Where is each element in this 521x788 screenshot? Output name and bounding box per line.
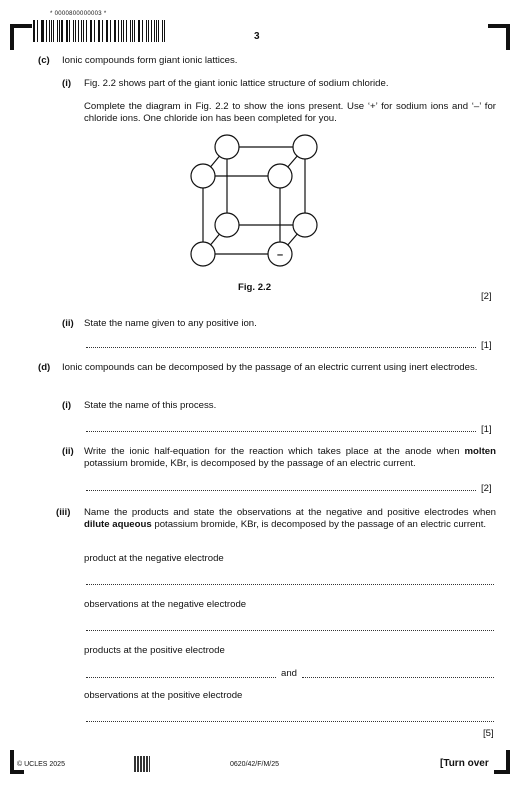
ion-circle-back-top-left [215, 135, 239, 159]
ion-circle-back-bottom-right [293, 213, 317, 237]
question-label-d-ii: (ii) [62, 446, 74, 457]
question-d-iii-bold: dilute aqueous [84, 519, 152, 530]
page-number: 3 [254, 31, 260, 42]
barcode [33, 20, 166, 42]
question-label-d-iii: (iii) [56, 507, 71, 518]
mark-d-i: [1] [481, 424, 492, 435]
question-c-ii-text: State the name given to any positive ion. [84, 318, 257, 329]
ion-circle-front-top-left [191, 164, 215, 188]
corner-mark-bottom-right [494, 750, 510, 774]
ionic-lattice-diagram [180, 128, 330, 274]
mark-d-ii: [2] [481, 483, 492, 494]
answer-line-observations-positive[interactable] [86, 721, 494, 722]
turn-over: [Turn over [440, 758, 489, 769]
prompt-observations-positive: observations at the positive electrode [84, 690, 243, 701]
answer-line-products-positive-2[interactable] [302, 677, 494, 678]
barcode-bar [107, 20, 108, 42]
question-d-i-text: State the name of this process. [84, 400, 217, 411]
barcode-bar [154, 20, 155, 42]
barcode-bar [83, 20, 84, 42]
ion-circle-back-top-right [293, 135, 317, 159]
question-label-d-i: (i) [62, 400, 72, 411]
question-label-c-i: (i) [62, 78, 72, 89]
question-d-iii-text-b: potassium bromide, KBr, is decomposed by the passage of an electric current. [151, 519, 487, 530]
corner-mark-top-left [10, 24, 32, 50]
answer-line-product-negative[interactable] [86, 584, 494, 585]
question-d-stem: Ionic compounds can be decomposed by the passage of an electric current using inert electrodes. [62, 362, 478, 373]
question-c-i-text2: Complete the diagram in Fig. 2.2 to show the ions present. Use ‘+’ for sodium ions and ‘–’ for chloride ions. One chloride ion has been completed for you. [84, 101, 496, 124]
question-d-ii-text-b: potassium bromide, KBr, is decomposed by the passage of an electric current. [84, 458, 416, 469]
answer-line-d-i[interactable] [86, 431, 476, 432]
corner-mark-top-right [488, 24, 510, 50]
barcode-bar [162, 20, 163, 42]
question-d-ii-text [84, 446, 496, 470]
figure-caption: Fig. 2.2 [238, 282, 272, 293]
question-d-iii-text-a: Name the products and state the observations at the negative and positive electrodes when [84, 507, 496, 518]
chloride-ion-label: – [276, 249, 284, 261]
barcode-bar [142, 20, 143, 42]
barcode-bar [94, 20, 95, 42]
barcode-bar [126, 20, 127, 42]
question-label-d: (d) [38, 362, 51, 373]
barcode-bar [34, 20, 35, 42]
question-c-stem: Ionic compounds form giant ionic lattices. [62, 55, 238, 66]
answer-line-products-positive-1[interactable] [86, 677, 276, 678]
prompt-products-positive: products at the positive electrode [84, 645, 225, 656]
barcode-id: * 0000800000003 * [50, 11, 107, 17]
mark-d-iii: [5] [483, 728, 494, 739]
barcode-bar [121, 20, 122, 42]
mark-c-i: [2] [481, 291, 492, 302]
barcode-bar [115, 20, 116, 42]
question-label-c-ii: (ii) [62, 318, 74, 329]
answer-line-observations-negative[interactable] [86, 630, 494, 631]
barcode-bar [134, 20, 135, 42]
answer-line-d-ii[interactable] [86, 490, 476, 491]
question-d-iii-text [84, 507, 496, 531]
barcode-bar [69, 20, 70, 42]
barcode-bar [49, 20, 50, 42]
question-d-ii-text-a: Write the ionic half-equation for the reaction which takes place at the anode when [84, 446, 460, 457]
barcode-bar [61, 20, 62, 42]
barcode-bar [42, 20, 43, 42]
copyright: © UCLES 2025 [17, 761, 65, 768]
and-word: and [281, 668, 298, 679]
question-c-i-text1: Fig. 2.2 shows part of the giant ionic lattice structure of sodium chloride. [84, 78, 389, 89]
ion-circle-front-bottom-left [191, 242, 215, 266]
answer-line-c-ii[interactable] [86, 347, 476, 348]
prompt-product-negative: product at the negative electrode [84, 553, 224, 564]
ion-circle-back-bottom-left [215, 213, 239, 237]
barcode-bar [75, 20, 76, 42]
barcode-bar [146, 20, 147, 42]
ion-circle-front-top-right [268, 164, 292, 188]
barcode-bar [57, 20, 58, 42]
prompt-observations-negative: observations at the negative electrode [84, 599, 247, 610]
paper-code: 0620/42/F/M/25 [230, 761, 280, 768]
question-label-c: (c) [38, 55, 50, 66]
barcode-bar [102, 20, 103, 42]
barcode-bar [86, 20, 87, 42]
mark-c-ii: [1] [481, 340, 492, 351]
qr-code [134, 756, 150, 772]
question-d-ii-bold: molten [464, 446, 496, 457]
